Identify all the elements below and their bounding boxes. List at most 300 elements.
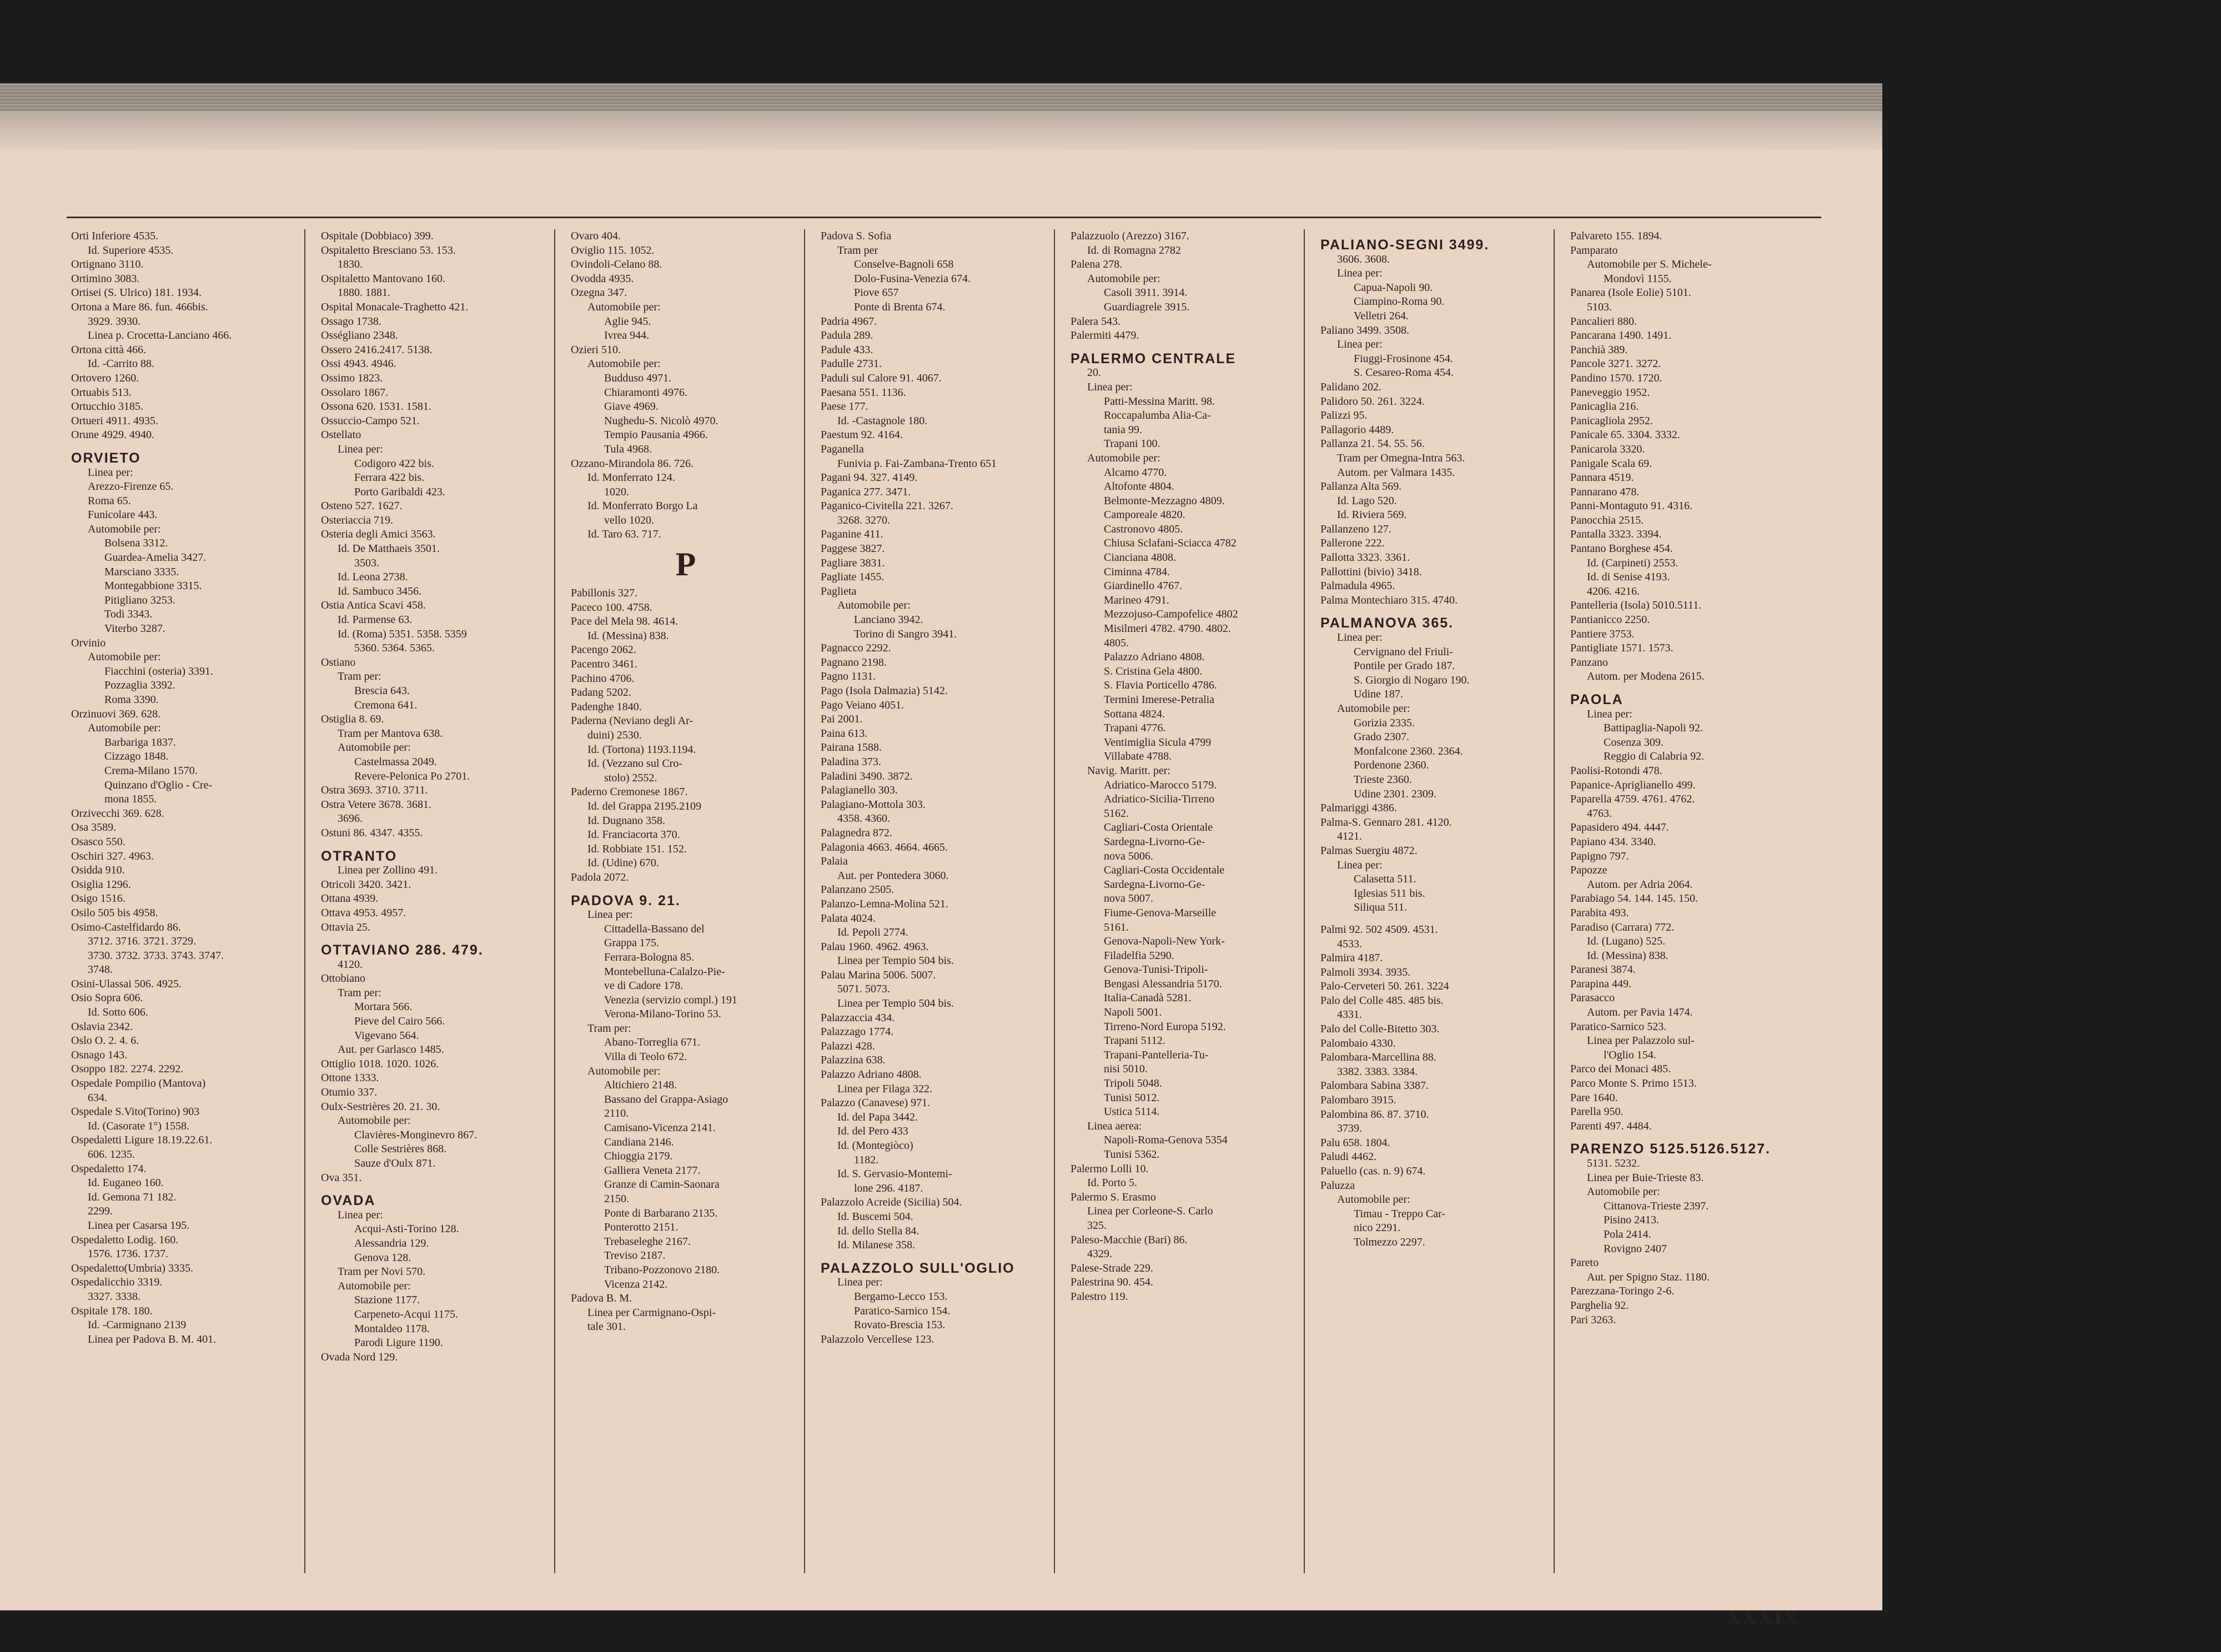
index-entry: 5162.	[1104, 807, 1129, 820]
index-entry: 606. 1235.	[88, 1148, 135, 1161]
index-entry: Ostuni 86. 4347. 4355.	[321, 826, 423, 839]
index-entry: Pagnano 2198.	[821, 656, 887, 669]
index-column-5	[1066, 229, 1305, 1573]
index-entry: Tempio Pausania 4966.	[604, 429, 708, 441]
index-entry: Grado 2307.	[1354, 731, 1409, 744]
index-entry: Pare 1640.	[1570, 1091, 1618, 1104]
index-entry: Padola 2072.	[571, 871, 629, 883]
index-entry: Id. Gemona 71 182.	[88, 1191, 177, 1203]
index-entry: 3606. 3608.	[1337, 253, 1390, 265]
index-entry: Papiano 434. 3340.	[1570, 835, 1656, 848]
index-entry: Barbariga 1837.	[104, 736, 176, 749]
section-heading: PALAZZOLO SULL'OGLIO	[821, 1261, 1015, 1276]
index-entry: Cervignano del Friuli-	[1354, 645, 1453, 658]
index-entry: 3730. 3732. 3733. 3743. 3747.	[88, 949, 224, 962]
index-entry: Ortovero 1260.	[71, 371, 139, 384]
index-entry: Paradiso (Carrara) 772.	[1570, 921, 1675, 933]
index-entry: Paderna (Neviano degli Ar-	[571, 715, 694, 727]
index-entry: Tunisi 5012.	[1104, 1091, 1160, 1104]
index-entry: Paratico-Sarnico 523.	[1570, 1020, 1667, 1033]
index-entry: Id. Milanese 358.	[837, 1239, 915, 1252]
index-entry: Linea per Tempio 504 bis.	[837, 997, 954, 1010]
index-entry: Pontile per Grado 187.	[1354, 660, 1455, 672]
index-entry: Napoli-Roma-Genova 5354	[1104, 1134, 1228, 1147]
index-entry: Osimo-Castelfidardo 86.	[71, 921, 181, 933]
index-entry: Marsciano 3335.	[104, 565, 179, 578]
index-entry: Linea per Palazzolo sul-	[1587, 1035, 1695, 1047]
index-entry: Altichiero 2148.	[604, 1079, 677, 1092]
index-entry: Marineo 4791.	[1104, 594, 1169, 606]
index-entry: Ossolaro 1867.	[321, 386, 389, 399]
index-entry: Palma-S. Gennaro 281. 4120.	[1320, 816, 1452, 828]
index-entry: Automobile per:	[1337, 702, 1410, 715]
index-entry: stolo) 2552.	[604, 771, 657, 784]
index-entry: Padule 433.	[821, 343, 873, 356]
index-entry: Pachino 4706.	[571, 672, 635, 685]
index-entry: Id. De Matthaeis 3501.	[338, 543, 440, 555]
index-entry: Palombaro 3915.	[1320, 1094, 1396, 1107]
index-entry: 3696.	[338, 812, 363, 825]
index-entry: Iglesias 511 bis.	[1354, 887, 1425, 900]
index-entry: Ozieri 510.	[571, 343, 621, 356]
index-entry: Pordenone 2360.	[1354, 759, 1429, 772]
index-entry: Palazzo Adriano 4808.	[1104, 651, 1205, 664]
index-entry: S. Cesareo-Roma 454.	[1354, 366, 1454, 379]
index-entry: Treviso 2187.	[604, 1249, 666, 1262]
index-entry: Parenti 497. 4484.	[1570, 1119, 1652, 1132]
index-entry: Cagliari-Costa Orientale	[1104, 821, 1213, 834]
index-entry: 634.	[88, 1091, 107, 1104]
index-entry: Montebelluna-Calalzo-Pie-	[604, 965, 725, 978]
index-entry: Panicale 65. 3304. 3332.	[1570, 429, 1680, 441]
index-entry: Linea per Carmignano-Ospi-	[587, 1306, 716, 1319]
index-entry: Pagliare 3831.	[821, 556, 885, 569]
index-entry: nova 5007.	[1104, 892, 1153, 905]
index-entry: Id. Buscemi 504.	[837, 1210, 913, 1223]
index-entry: Parghelia 92.	[1570, 1299, 1629, 1312]
index-entry: Venezia (servizio compl.) 191	[604, 993, 737, 1006]
index-entry: Tram per:	[338, 670, 381, 683]
index-entry: Id. (Messina) 838.	[587, 629, 669, 642]
index-entry: Palena 278.	[1071, 258, 1123, 271]
index-entry: Pandino 1570. 1720.	[1570, 371, 1662, 384]
index-entry: Fiume-Genova-Marseille	[1104, 906, 1217, 919]
index-entry: Id. Superiore 4535.	[88, 244, 174, 257]
index-entry: Automobile per:	[587, 300, 661, 313]
index-entry: Automobile per S. Michele-	[1587, 258, 1712, 271]
index-entry: Abano-Torreglia 671.	[604, 1036, 700, 1049]
index-entry: Ciampino-Roma 90.	[1354, 295, 1445, 308]
index-entry: Paderno Cremonese 1867.	[571, 786, 688, 799]
index-entry: Ospedalicchio 3319.	[71, 1276, 163, 1289]
index-entry: Palazzi 428.	[821, 1040, 875, 1052]
index-entry: Palo del Colle-Bitetto 303.	[1320, 1023, 1440, 1036]
index-entry: Nughedu-S. Nicolò 4970.	[604, 414, 718, 427]
index-entry: Navig. Maritt. per:	[1087, 764, 1170, 777]
index-entry: Parapina 449.	[1570, 977, 1631, 990]
index-entry: Parella 950.	[1570, 1106, 1624, 1118]
index-entry: Oschiri 327. 4963.	[71, 850, 154, 862]
index-entry: Pisino 2413.	[1604, 1214, 1660, 1227]
index-entry: Pieve del Cairo 566.	[354, 1015, 445, 1028]
index-entry: Osteno 527. 1627.	[321, 500, 403, 513]
index-entry: Cizzago 1848.	[104, 750, 169, 763]
index-entry: ve di Cadore 178.	[604, 980, 684, 992]
index-entry: Ovada Nord 129.	[321, 1350, 398, 1363]
index-entry: Palmoli 3934. 3935.	[1320, 966, 1411, 978]
index-entry: Battipaglia-Napoli 92.	[1604, 722, 1703, 735]
index-entry: Bengasi Alessandria 5170.	[1104, 977, 1222, 990]
index-entry: Palera 543.	[1071, 315, 1120, 328]
index-entry: Tram per Mantova 638.	[338, 727, 443, 740]
index-entry: Id. Leona 2738.	[338, 571, 408, 584]
index-entry: Ospitale (Dobbiaco) 399.	[321, 230, 434, 242]
index-entry: Ortucchio 3185.	[71, 400, 143, 413]
section-heading: ORVIETO	[71, 451, 141, 466]
index-entry: Bergamo-Lecco 153.	[854, 1290, 948, 1303]
index-entry: Id. (Vezzano sul Cro-	[587, 757, 683, 770]
index-entry: Id. Robbiate 151. 152.	[587, 842, 687, 855]
index-entry: 5161.	[1104, 921, 1129, 933]
index-entry: Papasidero 494. 4447.	[1570, 821, 1669, 834]
index-entry: Pabillonis 327.	[571, 587, 638, 600]
index-entry: Id. Sotto 606.	[88, 1006, 148, 1019]
index-entry: 3712. 3716. 3721. 3729.	[88, 935, 196, 948]
index-entry: Paolisi-Rotondi 478.	[1570, 764, 1662, 777]
index-entry: Pago Veiano 4051.	[821, 699, 905, 711]
index-entry: Pacentro 3461.	[571, 658, 637, 671]
index-entry: Palombara-Marcellina 88.	[1320, 1051, 1436, 1064]
index-entry: Palagonia 4663. 4664. 4665.	[821, 841, 948, 853]
index-entry: 2110.	[604, 1107, 629, 1120]
index-entry: 4331.	[1337, 1008, 1362, 1021]
index-entry: Stazione 1177.	[354, 1294, 420, 1307]
index-entry: Autom. per Valmara 1435.	[1337, 466, 1455, 479]
section-heading: OVADA	[321, 1194, 376, 1208]
index-entry: Chiusa Sclafani-Sciacca 4782	[1104, 537, 1237, 550]
index-entry: Otumio 337.	[321, 1086, 378, 1099]
index-entry: Ortueri 4911. 4935.	[71, 414, 159, 427]
index-entry: Linea per Buie-Trieste 83.	[1587, 1171, 1704, 1184]
index-entry: Pacengo 2062.	[571, 644, 636, 656]
index-entry: Ostia Antica Scavi 458.	[321, 599, 426, 612]
index-entry: Parodi Ligure 1190.	[354, 1337, 443, 1349]
index-entry: vello 1020.	[604, 514, 654, 526]
index-entry: Id. di Senise 4193.	[1587, 571, 1670, 584]
index-entry: Padova B. M.	[571, 1292, 632, 1305]
index-entry: Alcamo 4770.	[1104, 466, 1167, 479]
index-entry: Id. Lago 520.	[1337, 494, 1397, 507]
index-entry: Ossimo 1823.	[321, 371, 383, 384]
index-entry: Automobile per:	[88, 523, 161, 535]
index-entry: 3929. 3930.	[88, 315, 140, 328]
index-entry: Sardegna-Livorno-Ge-	[1104, 878, 1205, 891]
index-entry: 5071. 5073.	[837, 983, 890, 996]
index-entry: Aglie 945.	[604, 315, 651, 328]
index-entry: Paese 177.	[821, 400, 868, 413]
index-entry: S. Giorgio di Nogaro 190.	[1354, 674, 1470, 686]
index-entry: Pantano Borghese 454.	[1570, 543, 1673, 555]
index-entry: 4358. 4360.	[837, 812, 890, 825]
index-entry: Palmi 92. 502 4509. 4531.	[1320, 923, 1438, 936]
index-entry: Osio Sopra 606.	[71, 992, 143, 1005]
index-entry: Papozze	[1570, 864, 1607, 877]
index-entry: Id. Pepoli 2774.	[837, 926, 908, 939]
index-entry: 325.	[1087, 1219, 1107, 1232]
index-entry: Aut. per Garlasco 1485.	[338, 1043, 444, 1056]
index-entry: Piove 657	[854, 287, 899, 299]
index-entry: Linea per Casarsa 195.	[88, 1219, 190, 1232]
index-entry: Tribano-Pozzonovo 2180.	[604, 1263, 720, 1276]
index-entry: Panicarola 3320.	[1570, 443, 1645, 455]
section-heading: PADOVA 9. 21.	[571, 893, 681, 908]
index-entry: Rovato-Brescia 153.	[854, 1319, 946, 1332]
index-entry: Trieste 2360.	[1354, 773, 1412, 786]
section-heading: PALIANO-SEGNI 3499.	[1320, 238, 1490, 253]
index-entry: Pitigliano 3253.	[104, 594, 175, 606]
index-entry: Vicenza 2142.	[604, 1278, 668, 1291]
index-entry: Pai 2001.	[821, 713, 863, 726]
index-entry: Lanciano 3942.	[854, 614, 923, 626]
index-entry: 4121.	[1337, 830, 1362, 843]
index-entry: Padang 5202.	[571, 686, 631, 699]
index-entry: Fiuggi-Frosinone 454.	[1354, 352, 1453, 365]
index-entry: Ponte di Barbarano 2135.	[604, 1207, 718, 1219]
index-entry: Pantalla 3323. 3394.	[1570, 528, 1662, 541]
index-entry: Budduso 4971.	[604, 371, 672, 384]
index-entry: Osa 3589.	[71, 821, 117, 834]
index-entry: 3748.	[88, 963, 113, 976]
index-entry: Linea p. Crocetta-Lanciano 466.	[88, 329, 232, 342]
index-entry: Autom. per Modena 2615.	[1587, 670, 1705, 683]
index-entry: Funicolare 443.	[88, 509, 158, 521]
index-entry: 4206. 4216.	[1587, 585, 1640, 597]
index-entry: Pozzaglia 3392.	[104, 679, 175, 692]
index-entry: Cianciana 4808.	[1104, 551, 1176, 564]
index-entry: Ottana 4939.	[321, 892, 379, 905]
index-entry: Osteria degli Amici 3563.	[321, 528, 436, 541]
index-entry: Trapani 4776.	[1104, 722, 1166, 735]
index-entry: Panchià 389.	[1570, 343, 1628, 356]
index-entry: Tolmezzo 2297.	[1354, 1236, 1425, 1248]
index-entry: Giave 4969.	[604, 400, 659, 413]
index-entry: 2299.	[88, 1205, 113, 1218]
index-entry: Padenghe 1840.	[571, 700, 642, 713]
index-entry: Palo del Colle 485. 485 bis.	[1320, 994, 1444, 1007]
index-entry: Paleso-Macchie (Bari) 86.	[1071, 1233, 1188, 1246]
index-entry: Linea per Corleone-S. Carlo	[1087, 1205, 1213, 1218]
index-entry: Orzivecchi 369. 628.	[71, 807, 164, 820]
index-entry: Pallottini (bivio) 3418.	[1320, 565, 1422, 578]
index-entry: Ostiano	[321, 656, 356, 669]
index-entry: Ustica 5114.	[1104, 1106, 1160, 1118]
index-entry: Palata 4024.	[821, 912, 876, 925]
index-entry: Patti-Messina Maritt. 98.	[1104, 395, 1215, 408]
index-entry: Panigale Scala 69.	[1570, 457, 1652, 470]
index-entry: Capua-Napoli 90.	[1354, 281, 1433, 294]
index-entry: Arezzo-Firenze 65.	[88, 480, 174, 493]
index-entry: Paesana 551. 1136.	[821, 386, 906, 399]
index-entry: Candiana 2146.	[604, 1136, 674, 1148]
index-entry: Paladini 3490. 3872.	[821, 770, 913, 782]
index-entry: Parco dei Monaci 485.	[1570, 1063, 1671, 1076]
index-entry: Ostellato	[321, 429, 361, 441]
index-entry: 4329.	[1087, 1248, 1112, 1261]
index-entry: Padova S. Sofia	[821, 230, 892, 242]
index-entry: 3382. 3383. 3384.	[1337, 1065, 1418, 1078]
index-entry: Pallanza 21. 54. 55. 56.	[1320, 438, 1425, 450]
index-entry: Linea per Padova B. M. 401.	[88, 1333, 217, 1345]
index-entry: 3268. 3270.	[837, 514, 890, 526]
section-heading: OTTAVIANO 286. 479.	[321, 943, 484, 958]
index-entry: Torino di Sangro 3941.	[854, 627, 957, 640]
index-entry: Altofonte 4804.	[1104, 480, 1174, 493]
index-entry: Acqui-Asti-Torino 128.	[354, 1223, 459, 1236]
index-entry: 1830.	[338, 258, 363, 271]
index-entry: Palidoro 50. 261. 3224.	[1320, 395, 1425, 408]
index-entry: Carpeneto-Acqui 1175.	[354, 1308, 458, 1320]
index-entry: Palazzolo Acreide (Sicilia) 504.	[821, 1196, 962, 1209]
index-entry: Pola 2414.	[1604, 1228, 1651, 1241]
index-entry: Guardea-Amelia 3427.	[104, 551, 207, 564]
index-entry: Tram per Novi 570.	[338, 1266, 426, 1278]
index-entry: Paladina 373.	[821, 755, 881, 768]
index-entry: Roma 3390.	[104, 694, 159, 706]
index-entry: Palizzi 95.	[1320, 409, 1368, 422]
index-entry: Id. Taro 63. 717.	[587, 528, 661, 541]
index-entry: Pantiere 3753.	[1570, 627, 1635, 640]
index-entry: Panzano	[1570, 656, 1608, 669]
index-entry: Bolsena 3312.	[104, 537, 168, 550]
index-entry: Palau 1960. 4962. 4963.	[821, 940, 929, 953]
index-entry: Id. (Montegiòco)	[837, 1139, 913, 1152]
index-entry: Mezzojuso-Campofelice 4802	[1104, 608, 1238, 621]
index-entry: Ossago 1738.	[321, 315, 381, 328]
index-entry: Ovaro 404.	[571, 230, 621, 242]
index-entry: Ventimiglia Sicula 4799	[1104, 736, 1212, 749]
index-entry: Ortona città 466.	[71, 343, 146, 356]
index-entry: Oslavia 2342.	[71, 1020, 133, 1033]
index-column-4	[816, 229, 1055, 1573]
index-entry: Trebaseleghe 2167.	[604, 1235, 691, 1248]
index-entry: Parabita 493.	[1570, 906, 1629, 919]
index-entry: Trapani 5112.	[1104, 1035, 1165, 1047]
index-entry: Ottobiano	[321, 972, 365, 985]
index-entry: Palidano 202.	[1320, 380, 1381, 393]
index-entry: Ossona 620. 1531. 1581.	[321, 400, 431, 413]
index-entry: Id. del Grappa 2195.2109	[587, 800, 701, 812]
index-entry: Padulle 2731.	[821, 358, 882, 370]
index-entry: Pari 3263.	[1570, 1313, 1616, 1326]
index-entry: Parco Monte S. Primo 1513.	[1570, 1077, 1697, 1090]
index-entry: Pallotta 3323. 3361.	[1320, 551, 1410, 564]
index-entry: Castelmassa 2049.	[354, 755, 437, 768]
index-entry: Timau - Treppo Car-	[1354, 1207, 1445, 1220]
index-entry: Porto Garibaldi 423.	[354, 485, 445, 498]
index-column-2	[316, 229, 555, 1573]
index-entry: Automobile per:	[338, 741, 411, 754]
index-entry: nisi 5010.	[1104, 1063, 1148, 1076]
index-entry: Automobile per:	[1337, 1193, 1410, 1206]
index-entry: Osigo 1516.	[71, 892, 125, 905]
index-entry: duini) 2530.	[587, 729, 642, 741]
index-entry: Mondovì 1155.	[1604, 272, 1672, 285]
index-entry: Papigno 797.	[1570, 850, 1629, 862]
index-entry: tania 99.	[1104, 423, 1142, 436]
index-entry: Id. (Carpineti) 2553.	[1587, 556, 1679, 569]
index-entry: Id. Riviera 569.	[1337, 509, 1407, 521]
index-entry: Udine 187.	[1354, 688, 1403, 701]
index-entry: Autom. per Adria 2064.	[1587, 878, 1693, 891]
index-entry: Id. Parmense 63.	[338, 614, 413, 626]
index-entry: Osilo 505 bis 4958.	[71, 906, 158, 919]
index-entry: Ossi 4943. 4946.	[321, 358, 396, 370]
index-entry: Todi 3343.	[104, 608, 153, 621]
index-entry: Ovindoli-Celano 88.	[571, 258, 662, 271]
index-entry: Aut. per Pontedera 3060.	[837, 869, 949, 882]
index-entry: Linea per:	[1587, 707, 1632, 720]
index-entry: Palmadula 4965.	[1320, 580, 1395, 592]
index-entry: Pallanza Alta 569.	[1320, 480, 1402, 493]
index-entry: Rovigno 2407	[1604, 1242, 1667, 1255]
index-entry: Codigoro 422 bis.	[354, 457, 434, 470]
index-entry: Villa di Teolo 672.	[604, 1051, 687, 1063]
index-entry: Palagnedra 872.	[821, 826, 892, 839]
index-entry: Roma 65.	[88, 494, 131, 507]
index-entry: Panarea (Isole Eolie) 5101.	[1570, 287, 1691, 299]
book-page	[0, 111, 1882, 1628]
index-entry: Adriatico-Sicilia-Tirreno	[1104, 793, 1215, 806]
index-entry: Tirreno-Nord Europa 5192.	[1104, 1020, 1226, 1033]
index-entry: Pagani 94. 327. 4149.	[821, 471, 918, 484]
index-entry: Ottiglio 1018. 1020. 1026.	[321, 1057, 439, 1070]
index-entry: Udine 2301. 2309.	[1354, 787, 1436, 800]
index-entry: Ferrara 422 bis.	[354, 471, 425, 484]
index-entry: Ova 351.	[321, 1171, 362, 1184]
index-entry: Ponterotto 2151.	[604, 1221, 679, 1234]
index-entry: Id. (Casorate 1°) 1558.	[88, 1119, 189, 1132]
index-entry: 1020.	[604, 485, 629, 498]
index-entry: Palanzano 2505.	[821, 883, 895, 896]
index-entry: Ferrara-Bologna 85.	[604, 951, 695, 963]
index-entry: Ospital Monacale-Traghetto 421.	[321, 300, 469, 313]
index-entry: Genova 128.	[354, 1251, 411, 1264]
index-entry: Id. -Carrito 88.	[88, 358, 154, 370]
index-entry: Paluzza	[1320, 1179, 1355, 1192]
index-entry: Id. (Tortona) 1193.1194.	[587, 743, 696, 756]
index-entry: Pantelleria (Isola) 5010.5111.	[1570, 599, 1702, 612]
index-entry: Reggio di Calabria 92.	[1604, 750, 1705, 763]
index-entry: Siliqua 511.	[1354, 901, 1407, 914]
index-entry: Paluello (cas. n. 9) 674.	[1320, 1165, 1426, 1177]
index-entry: Paina 613.	[821, 727, 868, 740]
index-entry: 5131. 5232.	[1587, 1157, 1640, 1169]
index-entry: Id. (Lugano) 525.	[1587, 935, 1666, 948]
index-entry: Mortara 566.	[354, 1001, 413, 1013]
index-entry: Osnago 143.	[71, 1048, 128, 1061]
index-entry: Alessandria 129.	[354, 1237, 429, 1249]
index-entry: Palermo S. Erasmo	[1071, 1191, 1156, 1203]
index-entry: Pairana 1588.	[821, 741, 882, 754]
index-entry: Ozegna 347.	[571, 287, 627, 299]
index-entry: Otricoli 3420. 3421.	[321, 878, 411, 891]
index-entry: Genova-Tunisi-Tripoli-	[1104, 963, 1208, 976]
index-entry: Palanzo-Lemna-Molina 521.	[821, 897, 948, 910]
index-entry: Id. Euganeo 160.	[88, 1177, 164, 1189]
index-entry: Ortisei (S. Ulrico) 181. 1934.	[71, 287, 202, 299]
index-entry: Linea per:	[338, 443, 383, 455]
index-entry: Osidda 910.	[71, 864, 125, 877]
